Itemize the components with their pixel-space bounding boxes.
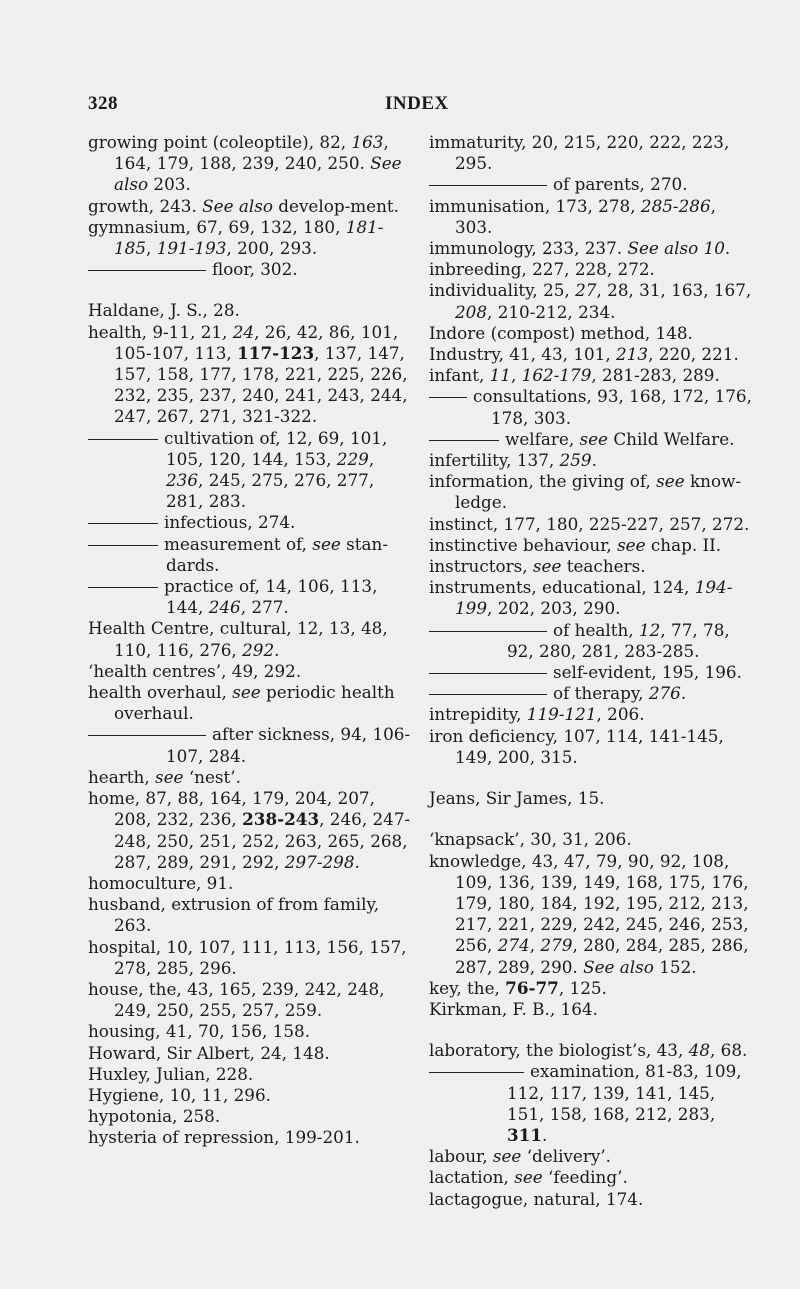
ditto-rule xyxy=(88,523,158,524)
ditto-rule xyxy=(88,270,206,271)
index-subentry xyxy=(429,1061,757,1146)
ditto-rule xyxy=(429,1072,524,1073)
index-subentry xyxy=(88,259,416,280)
index-entry xyxy=(429,280,757,322)
index-entry xyxy=(88,217,416,259)
index-column-left xyxy=(88,132,416,1149)
entry-text: knowledge, 43, 47, 79, 90, 92, 108, 109, 136, 139, 149, 168, 175, 176, 179, 180, 184, 192, 195, 212, 213, 217, 221, 229, 242, 245, 246, 253, 256, 274, 279, 280, 284, 285, 286, 287, 289, 290. See also 152. xyxy=(429,850,749,977)
entry-text: instinct, 177, 180, 225-227, 257, 272. xyxy=(429,513,750,534)
entry-text: individuality, 25, 27, 28, 31, 163, 167, 208, 210-212, 234. xyxy=(429,280,752,322)
index-entry xyxy=(429,344,757,365)
ditto-rule xyxy=(88,545,158,546)
section-gap xyxy=(429,1020,757,1040)
entry-text: health overhaul, see periodic health overhaul. xyxy=(88,682,395,724)
entry-text: practice of, 14, 106, 113, 144, 246, 277. xyxy=(164,576,378,618)
index-subentry xyxy=(88,576,416,618)
entry-text: Hygiene, 10, 11, 296. xyxy=(88,1084,271,1105)
index-entry xyxy=(429,999,757,1020)
ditto-rule xyxy=(88,439,158,440)
index-entry xyxy=(429,132,757,174)
index-entry xyxy=(88,894,416,936)
entry-text: husband, extrusion of from family, 263. xyxy=(88,894,380,936)
ditto-rule xyxy=(429,440,499,441)
entry-text: instinctive behaviour, see chap. II. xyxy=(429,534,722,555)
ditto-rule xyxy=(429,185,547,186)
entry-text: house, the, 43, 165, 239, 242, 248, 249, 250, 255, 257, 259. xyxy=(88,978,385,1021)
index-entry xyxy=(88,767,416,788)
index-subentry xyxy=(88,534,416,576)
index-entry xyxy=(88,322,416,428)
index-entry xyxy=(429,450,757,471)
index-subentry xyxy=(429,662,757,683)
ditto-rule xyxy=(429,631,547,632)
entry-text: information, the giving of, see know-ledge. xyxy=(429,471,742,513)
entry-text: of therapy, 276. xyxy=(553,683,687,704)
index-entry xyxy=(88,300,416,321)
entry-text: floor, 302. xyxy=(212,259,298,280)
entry-text: Howard, Sir Albert, 24, 148. xyxy=(88,1042,330,1063)
entry-text: hypotonia, 258. xyxy=(88,1106,221,1127)
entry-text: welfare, see Child Welfare. xyxy=(505,428,735,449)
entry-text: lactation, see ‘feeding’. xyxy=(429,1167,628,1188)
index-subentry xyxy=(429,620,757,662)
ditto-rule xyxy=(88,735,206,736)
entry-text: self-evident, 195, 196. xyxy=(553,662,742,683)
index-subentry xyxy=(429,683,757,704)
index-subentry xyxy=(88,428,416,513)
ditto-rule xyxy=(88,587,158,588)
entry-text: hospital, 10, 107, 111, 113, 156, 157, 278, 285, 296. xyxy=(88,936,407,978)
entry-text: growing point (coleoptile), 82, 163, 164, 179, 188, 239, 240, 250. See also 203. xyxy=(88,132,402,195)
index-subentry xyxy=(88,724,416,766)
index-entry xyxy=(429,1167,757,1188)
entry-text: inbreeding, 227, 228, 272. xyxy=(429,259,655,280)
entry-text: after sickness, 94, 106-107, 284. xyxy=(166,724,411,766)
index-entry xyxy=(88,682,416,724)
index-entry xyxy=(429,726,757,768)
entry-text: Haldane, J. S., 28. xyxy=(88,300,240,321)
index-entry xyxy=(429,978,757,999)
entry-text: Indore (compost) method, 148. xyxy=(429,322,693,343)
section-gap xyxy=(88,280,416,300)
index-entry xyxy=(429,1189,757,1210)
entry-text: examination, 81-83, 109, 112, 117, 139, 141, 145, 151, 158, 168, 212, 283, 311. xyxy=(507,1061,742,1145)
index-entry xyxy=(429,1040,757,1061)
index-entry xyxy=(429,514,757,535)
index-entry xyxy=(429,196,757,238)
entry-text: hearth, see ‘nest’. xyxy=(88,766,241,787)
index-entry xyxy=(429,535,757,556)
entry-text: cultivation of, 12, 69, 101, 105, 120, 144, 153, 229, 236, 245, 275, 276, 277, 281, 283. xyxy=(164,427,388,512)
entry-text: labour, see ‘delivery’. xyxy=(429,1146,612,1167)
running-title: INDEX xyxy=(385,93,449,114)
entry-text: immunisation, 173, 278, 285-286, 303. xyxy=(429,195,716,237)
entry-text: infectious, 274. xyxy=(164,512,296,533)
entry-text: iron deficiency, 107, 114, 141-145, 149, 200, 315. xyxy=(429,725,724,767)
entry-text: Health Centre, cultural, 12, 13, 48, 110, 116, 276, 292. xyxy=(88,618,388,660)
index-entry xyxy=(429,238,757,259)
index-entry xyxy=(88,661,416,682)
index-entry xyxy=(88,1085,416,1106)
entry-text: Huxley, Julian, 228. xyxy=(88,1063,254,1084)
entry-text: key, the, 76-77, 125. xyxy=(429,977,607,998)
index-entry xyxy=(88,1021,416,1042)
index-entry xyxy=(429,577,757,619)
index-entry xyxy=(429,323,757,344)
entry-text: measurement of, see stan-dards. xyxy=(164,533,389,575)
index-entry xyxy=(429,259,757,280)
entry-text: of health, 12, 77, 78, 92, 280, 281, 283-285. xyxy=(507,619,730,661)
index-entry xyxy=(88,1106,416,1127)
index-entry xyxy=(88,1043,416,1064)
entry-text: instructors, see teachers. xyxy=(429,556,646,577)
entry-text: housing, 41, 70, 156, 158. xyxy=(88,1021,311,1042)
index-entry xyxy=(429,365,757,386)
page-header xyxy=(0,93,800,119)
index-subentry xyxy=(429,386,757,428)
entry-text: health, 9-11, 21, 24, 26, 42, 86, 101, 105-107, 113, 117-123, 137, 147, 157, 158, 177, 178, 221, 225, 226, 232, 235, 237, 240, 241, 243, 244, 247, 267, 271, 321-322. xyxy=(88,321,408,427)
index-entry xyxy=(88,788,416,873)
entry-text: lactagogue, natural, 174. xyxy=(429,1188,644,1209)
index-column-right xyxy=(429,132,757,1210)
index-entry xyxy=(429,556,757,577)
entry-text: ‘health centres’, 49, 292. xyxy=(88,660,302,681)
entry-text: Jeans, Sir James, 15. xyxy=(429,788,605,809)
index-entry xyxy=(88,873,416,894)
entry-text: intrepidity, 119-121, 206. xyxy=(429,704,645,725)
entry-text: instruments, educational, 124, 194-199, 202, 203, 290. xyxy=(429,577,733,619)
entry-text: home, 87, 88, 164, 179, 204, 207, 208, 232, 236, 238-243, 246, 247-248, 250, 251, 252, 263, 265, 268, 287, 289, 291, 292, 297-298. xyxy=(88,788,411,872)
entry-text: Kirkman, F. B., 164. xyxy=(429,998,598,1019)
entry-text: homoculture, 91. xyxy=(88,872,234,893)
entry-text: consultations, 93, 168, 172, 176, 178, 303. xyxy=(473,386,752,428)
entry-text: of parents, 270. xyxy=(553,174,688,195)
index-entry xyxy=(88,618,416,660)
entry-text: ‘knapsack’, 30, 31, 206. xyxy=(429,829,632,850)
index-entry xyxy=(88,979,416,1021)
index-entry xyxy=(429,471,757,513)
entry-text: gymnasium, 67, 69, 132, 180, 181-185, 191-193, 200, 293. xyxy=(88,216,384,259)
index-subentry xyxy=(429,174,757,195)
index-entry xyxy=(88,937,416,979)
index-entry xyxy=(88,196,416,217)
entry-text: infertility, 137, 259. xyxy=(429,450,597,471)
index-entry xyxy=(429,788,757,809)
index-entry xyxy=(429,851,757,978)
index-entry xyxy=(429,704,757,725)
section-gap xyxy=(429,768,757,788)
index-entry xyxy=(88,1064,416,1085)
index-entry xyxy=(429,1146,757,1167)
entry-text: hysteria of repression, 199-201. xyxy=(88,1127,360,1148)
index-entry xyxy=(429,829,757,850)
index-entry xyxy=(88,132,416,196)
entry-text: infant, 11, 162-179, 281-283, 289. xyxy=(429,365,720,386)
index-subentry xyxy=(429,429,757,450)
entry-text: laboratory, the biologist’s, 43, 48, 68. xyxy=(429,1040,748,1061)
ditto-rule xyxy=(429,694,547,695)
section-gap xyxy=(429,809,757,829)
index-entry xyxy=(88,1127,416,1148)
entry-text: Industry, 41, 43, 101, 213, 220, 221. xyxy=(429,344,739,365)
ditto-rule xyxy=(429,397,467,398)
entry-text: growth, 243. See also develop-ment. xyxy=(88,195,399,216)
index-subentry xyxy=(88,512,416,533)
entry-text: immunology, 233, 237. See also 10. xyxy=(429,238,731,259)
entry-text: immaturity, 20, 215, 220, 222, 223, 295. xyxy=(429,132,730,174)
ditto-rule xyxy=(429,673,547,674)
page-number: 328 xyxy=(88,93,118,114)
